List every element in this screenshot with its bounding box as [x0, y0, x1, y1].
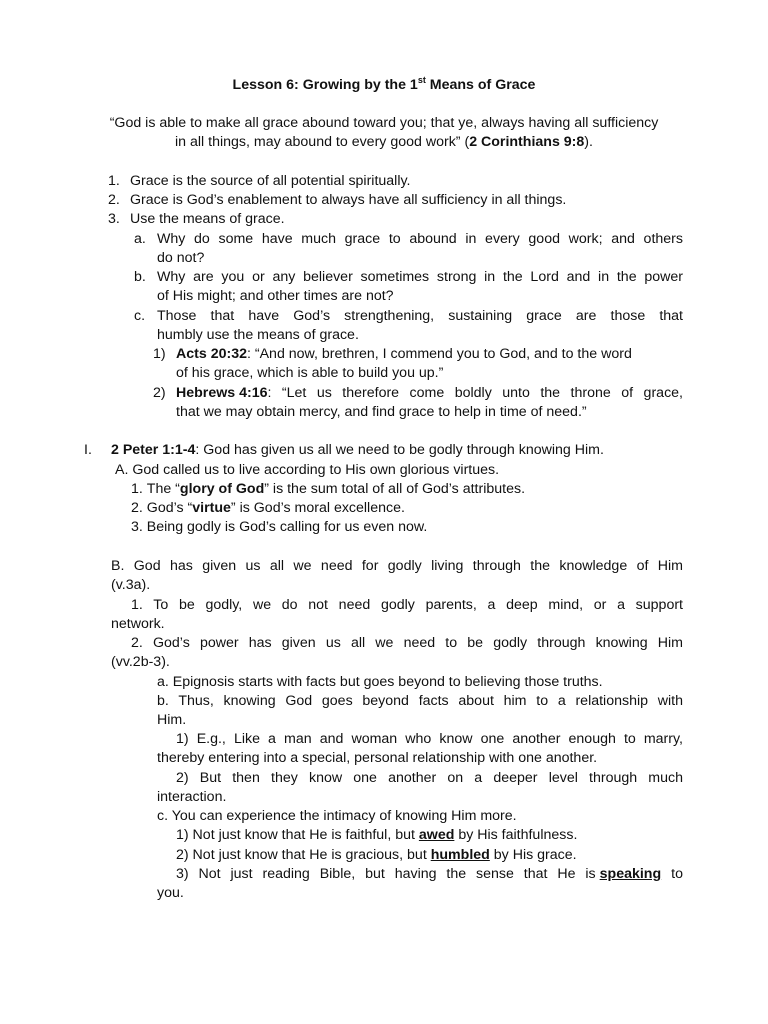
- epigraph-line-2: in all things, may abound to every good work” (2 Corinthians 9:8).: [175, 134, 593, 150]
- intro-ref-2-line-2: that we may obtain mercy, and find grace to help in time of need.”: [176, 404, 587, 420]
- intro-ref-1-line-1: Acts 20:32: “And now, brethren, I commend you to God, and to the word: [176, 346, 632, 362]
- lesson-title: Lesson 6: Growing by the 1st Means of Grace: [232, 75, 536, 93]
- point-a-item-1: 1. The “glory of God” is the sum total of all of God’s attributes.: [131, 481, 526, 497]
- intro-item-3-number: 3.: [108, 211, 120, 227]
- point-b-2-line-1: 2. God’s power has given us all we need to be godly through knowing Him: [131, 635, 683, 651]
- hebrews-reference: Hebrews 4:16: [176, 385, 268, 401]
- intro-item-3-text: Use the means of grace.: [130, 211, 285, 227]
- point-b-line-1: B. God has given us all we need for godly living through the knowledge of Him: [111, 558, 683, 574]
- intro-ref-2-line-1: Hebrews 4:16 : “Let us therefore come boldly unto the throne of grace,: [176, 385, 683, 401]
- epigraph-line-1: “God is able to make all grace abound toward you; that ye, always having all sufficiency: [109, 115, 659, 131]
- intro-item-1-number: 1.: [108, 173, 120, 189]
- point-b-1-line-2: network.: [111, 616, 165, 632]
- intro-sub-a-line-2: do not?: [157, 250, 205, 266]
- glory-of-god-term: glory of God: [179, 481, 265, 497]
- point-a-item-2: 2. God’s “virtue” is God’s moral excellence.: [131, 500, 405, 516]
- speaking-term: speaking: [599, 866, 662, 882]
- awed-term: awed: [418, 827, 455, 843]
- intro-sub-a-line-1: Why do some have much grace to abound in every good work; and others: [157, 231, 683, 247]
- epigraph-reference: 2 Corinthians 9:8: [469, 134, 585, 150]
- intro-sub-c-line-2: humbly use the means of grace.: [157, 327, 359, 343]
- point-b-2b-line-1: b. Thus, knowing God goes beyond facts about him to a relationship with: [157, 693, 683, 709]
- intro-item-2-number: 2.: [108, 192, 120, 208]
- point-b-2b-line-2: Him.: [157, 712, 187, 728]
- point-b-2c-3-line-1: 3) Not just reading Bible, but having the sense that He is speaking to: [176, 866, 683, 882]
- point-b-line-2: (v.3a).: [111, 577, 151, 593]
- intro-sub-c-label: c.: [134, 308, 146, 324]
- point-b-1-line-1: 1. To be godly, we do not need godly parents, a deep mind, or a support: [131, 597, 683, 613]
- humbled-term: humbled: [430, 847, 490, 863]
- point-b-2b-2-line-1: 2) But then they know one another on a deeper level through much: [176, 770, 683, 786]
- intro-sub-b-line-2: of His might; and other times are not?: [157, 288, 394, 304]
- point-a-heading: A. God called us to live according to His own glorious virtues.: [115, 462, 500, 478]
- virtue-term: virtue: [192, 500, 231, 516]
- intro-ref-2-number: 2): [153, 385, 166, 401]
- point-b-2b-1-line-2: thereby entering into a special, personal relationship with one another.: [157, 750, 598, 766]
- intro-item-1-text: Grace is the source of all potential spiritually.: [130, 173, 411, 189]
- point-b-2c-1: 1) Not just know that He is faithful, but awed by His faithfulness.: [176, 827, 578, 843]
- peter-reference: 2 Peter 1:1-4: [111, 442, 196, 458]
- point-b-2c-2: 2) Not just know that He is gracious, but humbled by His grace.: [176, 847, 577, 863]
- point-b-2b-2-line-2: interaction.: [157, 789, 227, 805]
- intro-sub-a-label: a.: [134, 231, 146, 247]
- point-a-item-3: 3. Being godly is God’s calling for us even now.: [131, 519, 428, 535]
- intro-sub-b-line-1: Why are you or any believer sometimes strong in the Lord and in the power: [157, 269, 683, 285]
- intro-sub-b-label: b.: [134, 269, 146, 285]
- intro-ref-1-number: 1): [153, 346, 166, 362]
- section-roman-numeral: I.: [84, 442, 92, 458]
- intro-item-2-text: Grace is God’s enablement to always have all sufficiency in all things.: [130, 192, 567, 208]
- acts-reference: Acts 20:32: [176, 346, 247, 362]
- point-b-2b-1-line-1: 1) E.g., Like a man and woman who know one another enough to marry,: [176, 731, 683, 747]
- point-b-2c: c. You can experience the intimacy of knowing Him more.: [157, 808, 517, 824]
- intro-sub-c-line-1: Those that have God’s strengthening, sustaining grace are those that: [157, 308, 683, 324]
- point-b-2-line-2: (vv.2b-3).: [111, 654, 170, 670]
- intro-ref-1-line-2: of his grace, which is able to build you up.”: [176, 365, 444, 381]
- point-b-2a: a. Epignosis starts with facts but goes beyond to believing those truths.: [157, 674, 603, 690]
- point-b-2c-3-line-2: you.: [157, 885, 184, 901]
- section-heading: 2 Peter 1:1-4: God has given us all we need to be godly through knowing Him.: [111, 442, 604, 458]
